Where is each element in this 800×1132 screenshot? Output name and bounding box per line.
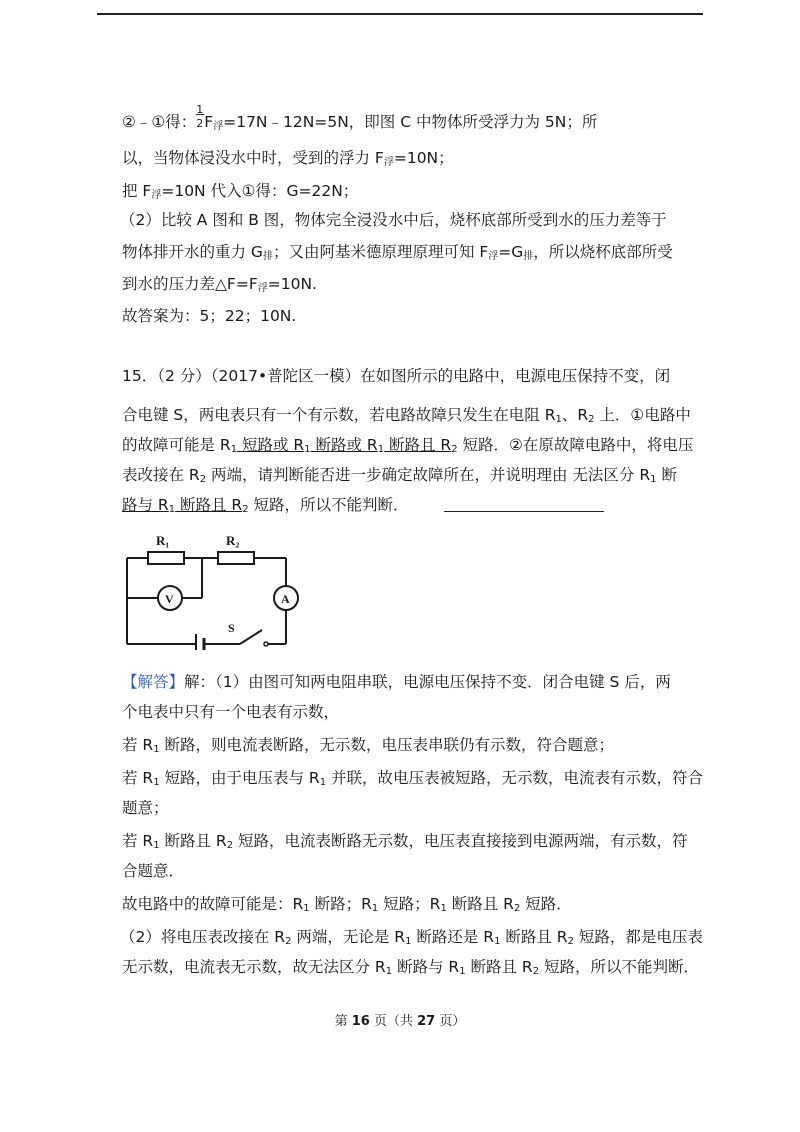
text-line: 路与 $R_1$ 断路且 $R_2$ 短路，所以不能判断． <box>122 496 409 515</box>
text-line: 表改接在 $R_2$ 两端，请判断能否进一步确定故障所在，并说明理由 无法区分 $R_1$ 断 <box>122 466 677 485</box>
text-line: 物体排开水的重力 $G_排$；又由阿基米德原理原理可知 $F_浮=G_排$，所以烧杯底部所受 <box>122 243 673 262</box>
text-line: 个电表中只有一个电表有示数， <box>122 703 340 721</box>
text-line: 若 $R_1$ 短路，由于电压表与 $R_1$ 并联，故电压表被短路，无示数，电流表有示数，符合 <box>122 769 704 788</box>
text-line: 【解答】解：（1）由图可知两电阻串联，电源电压保持不变．闭合电键 S 后，两 <box>122 673 671 691</box>
text-line: 合电键 S，两电表只有一个有示数，若电路故障只发生在电阻 $R_1$、$R_2$ 上．①电路中 <box>122 406 691 425</box>
resistor-r2 <box>218 552 254 564</box>
circuit-diagram <box>120 520 300 650</box>
switch <box>264 642 268 646</box>
text-line: 把 $F_浮=10N$ 代入①得：G=22N； <box>122 182 359 201</box>
answer-blank <box>444 511 604 512</box>
text-line: 的故障可能是 $R_1$ 短路或 $R_1$ 断路或 $R_1$ 断路且 $R_2$ 短路．②在原故障电路中，将电压 <box>122 436 694 455</box>
answer-tag: 【解答】 <box>122 673 185 691</box>
page-footer: 第 16 页（共 27 页） <box>334 1014 466 1029</box>
resistor-r1 <box>148 552 184 564</box>
r1-label: R₁ <box>156 533 170 548</box>
text-line: 题意； <box>122 799 169 817</box>
text-line: 无示数，电流表无示数，故无法区分 $R_1$ 断路与 $R_1$ 断路且 $R_2$ 短路，所以不能判断． <box>122 958 700 977</box>
answer-underline: 短路或 $R_1$ 断路或 $R_1$ 断路且 $R_2$ <box>237 436 458 455</box>
ammeter-label: A <box>281 592 290 606</box>
text-line: 若 $R_1$ 断路，则电流表断路，无示数，电压表串联仍有示数，符合题意； <box>122 736 615 755</box>
text-line: 合题意． <box>122 862 185 880</box>
text-line: 以，当物体浸没水中时，受到的浮力 $F_浮=10N$； <box>122 149 454 168</box>
battery <box>196 634 204 650</box>
text-line: ②﹣①得： 1 2 $F_浮=17N﹣12N=5N$，即图 C 中物体所受浮力为 5N；所 <box>122 103 598 132</box>
text-line: 故电路中的故障可能是：$R_1$ 断路；$R_1$ 短路；$R_1$ 断路且 $R_2$ 短路． <box>122 895 572 914</box>
switch-label: S <box>228 621 235 635</box>
voltmeter-label: V <box>165 592 174 606</box>
fraction: 1 2 <box>196 103 204 130</box>
answer-underline: 路与 $R_1$ 断路且 $R_2$ <box>122 496 249 515</box>
text-line: 若 $R_1$ 断路且 $R_2$ 短路，电流表断路无示数，电压表直接接到电源两端，有示数，符 <box>122 832 688 851</box>
text-line: 故答案为：5；22；10N. <box>122 307 297 325</box>
text-line: 到水的压力差$\triangle F=F_浮=10N$. <box>122 275 317 294</box>
text-line: （2）将电压表改接在 $R_2$ 两端，无论是 $R_1$ 断路还是 $R_1$ 断路且 $R_2$ 短路，都是电压表 <box>120 928 703 947</box>
text-line: （2）比较 A 图和 B 图，物体完全浸没水中后，烧杯底部所受到水的压力差等于 <box>120 211 667 229</box>
top-rule <box>97 13 703 15</box>
question-header: 15．（2 分）（2017•普陀区一模）在如图所示的电路中，电源电压保持不变，闭 <box>122 367 671 385</box>
r2-label: R₂ <box>226 533 240 548</box>
